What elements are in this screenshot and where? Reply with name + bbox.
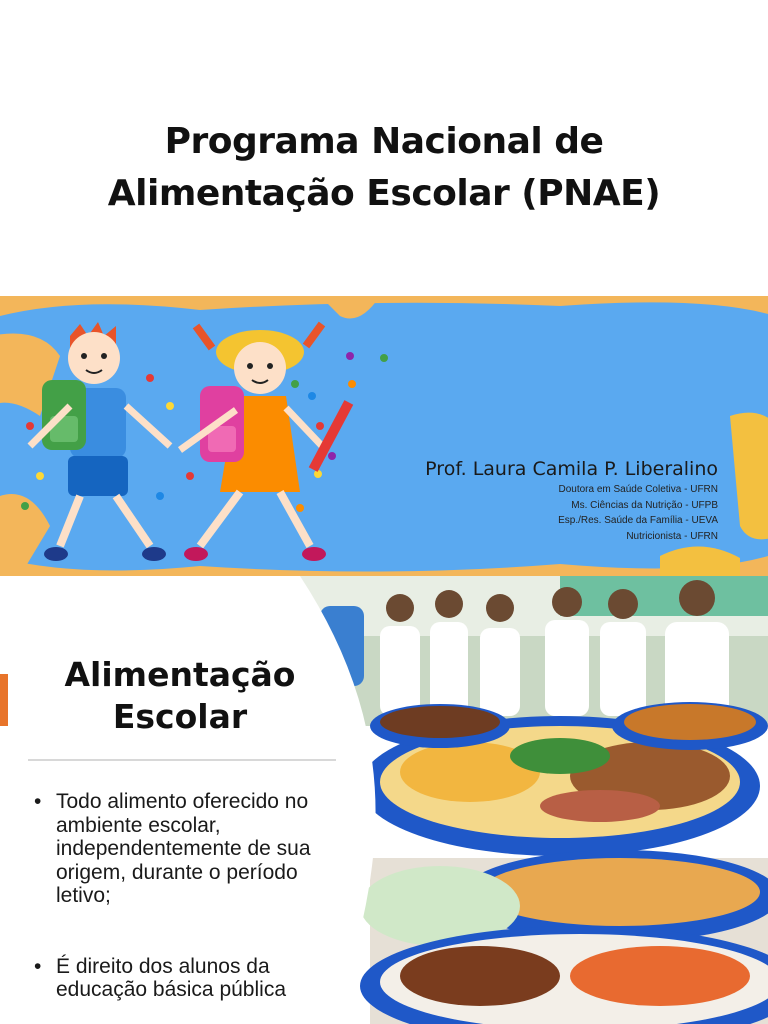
slide-title-line-2: Alimentação Escolar (PNAE)	[107, 173, 661, 214]
bullet-symbol: •	[34, 790, 42, 813]
author-name: Prof. Laura Camila P. Liberalino	[425, 458, 718, 480]
list-item	[34, 955, 354, 1002]
bullet-list	[34, 790, 354, 1024]
illustration-banner	[0, 296, 768, 576]
section-heading-line-1: Alimentação	[64, 655, 296, 694]
slide-title-line-1: Programa Nacional de	[164, 121, 604, 162]
section-heading-line-2: Escolar	[112, 697, 248, 736]
content-slide	[0, 576, 768, 1024]
author-credential: Ms. Ciências da Nutrição - UFPB	[571, 499, 718, 511]
bullet-symbol: •	[34, 954, 42, 978]
accent-tab	[0, 674, 8, 726]
list-item	[34, 790, 354, 908]
bullet-text: É direito dos alunos da educação básica pública	[56, 954, 286, 1001]
bullet-text: Todo alimento oferecido no ambiente escolar, independentemente de sua origem, durante o período letivo;	[56, 790, 311, 907]
author-credential: Doutora em Saúde Coletiva - UFRN	[558, 484, 718, 495]
author-block	[425, 456, 718, 544]
section-heading	[30, 654, 330, 738]
heading-divider	[28, 759, 336, 761]
author-credential: Esp./Res. Saúde da Família - UEVA	[558, 515, 718, 526]
slide-title	[0, 116, 768, 220]
author-credential: Nutricionista - UFRN	[626, 530, 718, 542]
